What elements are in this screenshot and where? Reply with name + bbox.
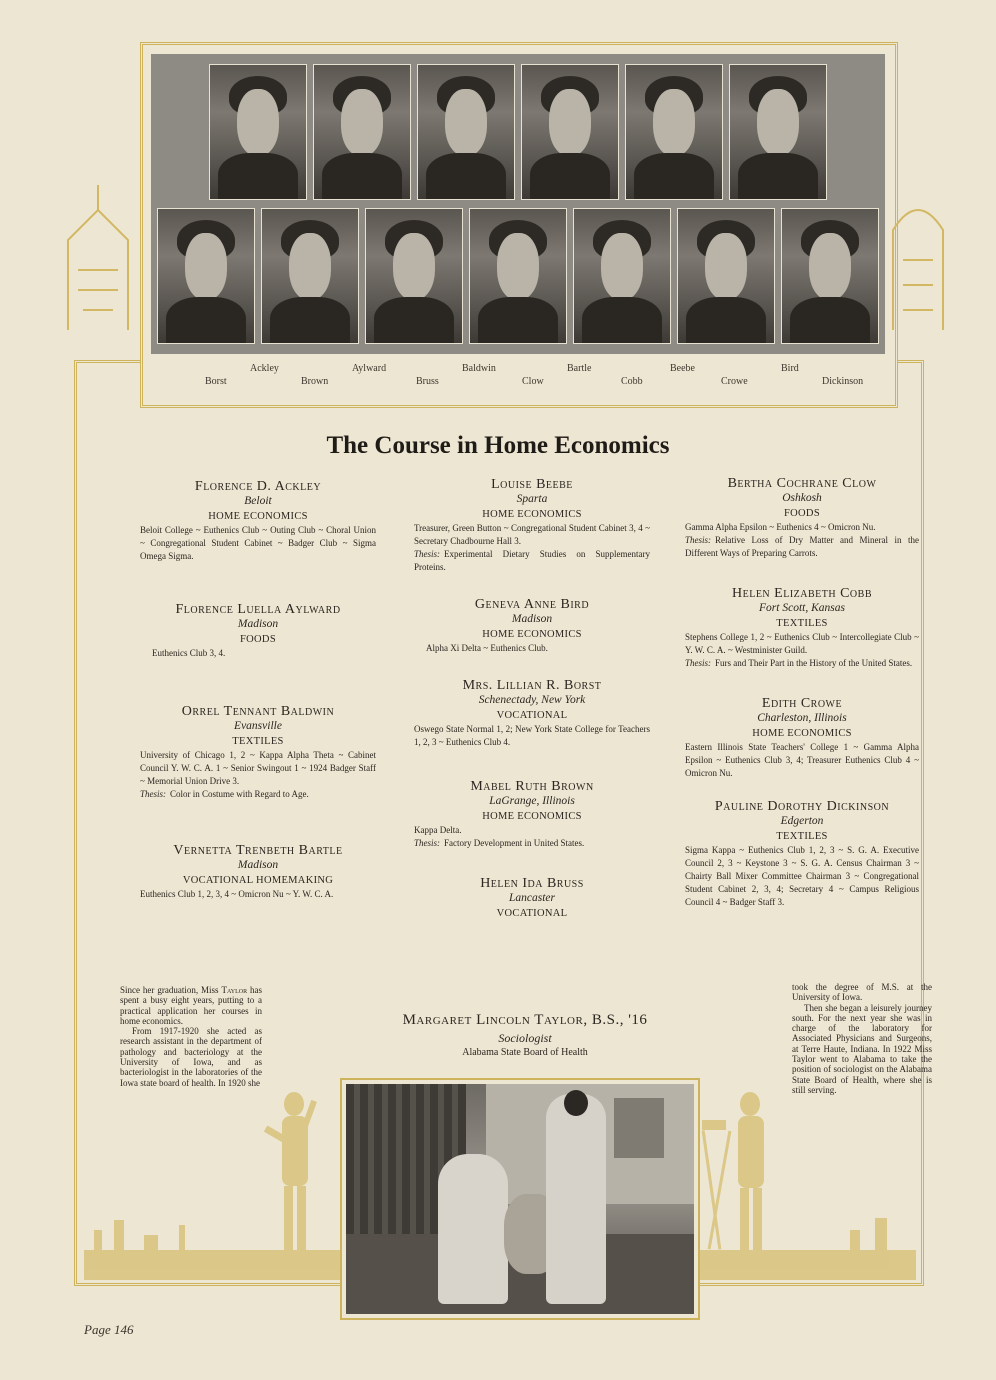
caption-crowe: Crowe [721, 376, 748, 387]
bio-text: Since her graduation, Miss [120, 985, 219, 995]
activities: Oswego State Normal 1, 2; New York State College for Teachers 1, 2, 3 ~ Euthenics Club 4. [414, 724, 650, 747]
bio-text: took the degree of M.S. at the University of Iowa. [792, 982, 932, 1003]
caption-aylward: Aylward [352, 363, 387, 374]
department: HOME ECONOMICS [482, 811, 582, 822]
activities: Stephens College 1, 2 ~ Euthenics Club ~ Intercollegiate Club ~ Y. W. C. A. ~ Westminister Guild. [685, 632, 919, 655]
thesis-text: Factory Development in United States. [444, 838, 585, 848]
caption-borst: Borst [205, 376, 227, 387]
caption-bruss: Bruss [416, 376, 439, 387]
activities: Beloit College ~ Euthenics Club ~ Outing Club ~ Choral Union ~ Congregational Student Cabinet ~ Badger Club ~ Sigma Omega Sigma. [140, 525, 376, 561]
thesis-label: Thesis: [414, 838, 441, 848]
student-name: Edith Crowe [761, 696, 843, 711]
thesis-text: Color in Costume with Regard to Age. [170, 789, 309, 799]
photograph-scene [346, 1084, 694, 1314]
bio-name: Taylor [221, 985, 248, 995]
field-photograph [340, 1078, 700, 1320]
alumna-organization: Alabama State Board of Health [462, 1047, 588, 1058]
hometown: Schenectady, New York [478, 694, 586, 706]
page-title: The Course in Home Economics [326, 432, 670, 459]
taylor-bio-left [120, 985, 262, 1088]
portrait-cobb [573, 208, 671, 344]
student-name: Louise Beebe [491, 477, 573, 492]
student-name: Mrs. Lillian R. Borst [462, 678, 602, 693]
department: TEXTILES [776, 831, 828, 842]
hometown: Charleston, Illinois [757, 712, 847, 724]
bio-text: has spent a busy eight years, putting to a practical application her courses in home economics. [120, 985, 263, 1026]
taylor-heading [370, 1012, 680, 1058]
caption-clow: Clow [522, 376, 544, 387]
bio-text: Then she began a leisurely journey south. For the next year she was in charge of the laboratory for Associated Physicians and Surgeons, at Terre Haute, Indiana. In 1922 Miss Taylor went to Alabama to take the position of sociologist on the Alabama State Board of Health, where she is still serving. [792, 1002, 932, 1095]
entry-dickinson [685, 800, 919, 909]
entry-borst [414, 679, 650, 749]
department: VOCATIONAL [496, 710, 568, 721]
hometown: LaGrange, Illinois [489, 795, 575, 807]
left-corner-illustration [58, 180, 148, 330]
department: FOODS [240, 634, 276, 645]
thesis-label: Thesis: [685, 535, 712, 545]
entry-brown [414, 780, 650, 850]
portrait-baldwin [417, 64, 515, 200]
department: TEXTILES [232, 736, 284, 747]
portrait-panel [151, 54, 885, 354]
entry-bartle [140, 844, 376, 901]
student-name: Florence D. Ackley [194, 479, 322, 494]
portrait-clow [469, 208, 567, 344]
entry-cobb [685, 587, 919, 670]
department: HOME ECONOMICS [482, 509, 582, 520]
activities: Kappa Delta. [414, 825, 462, 835]
hometown: Edgerton [780, 815, 824, 827]
hometown: Oshkosh [782, 492, 822, 504]
right-bottom-illustration [700, 1090, 916, 1280]
student-name: Vernetta Trenbeth Bartle [173, 843, 343, 858]
entry-bruss [414, 877, 650, 921]
portrait-beebe [625, 64, 723, 200]
hometown: Beloit [244, 495, 272, 507]
activities: Alpha Xi Delta ~ Euthenics Club. [426, 643, 548, 653]
hometown: Fort Scott, Kansas [759, 602, 845, 614]
caption-cobb: Cobb [621, 376, 643, 387]
portrait-ackley [209, 64, 307, 200]
entry-crowe [685, 697, 919, 780]
caption-beebe: Beebe [670, 363, 695, 374]
activities: Eastern Illinois State Teachers' College 1 ~ Gamma Alpha Epsilon ~ Euthenics Club 3, 4; Treasurer Euthenics Club 4 ~ Omicron Nu. [685, 742, 919, 778]
student-name: Pauline Dorothy Dickinson [714, 799, 890, 814]
thesis [414, 548, 650, 574]
activities: Euthenics Club 1, 2, 3, 4 ~ Omicron Nu ~ Y. W. C. A. [140, 889, 334, 899]
department: TEXTILES [776, 618, 828, 629]
hometown: Sparta [516, 493, 548, 505]
entry-ackley [140, 480, 376, 563]
hometown: Lancaster [509, 892, 555, 904]
entry-clow [685, 477, 919, 560]
student-name: Helen Ida Bruss [480, 876, 584, 891]
portrait-dickinson [781, 208, 879, 344]
caption-bird: Bird [781, 363, 799, 374]
caption-bartle: Bartle [567, 363, 592, 374]
caption-ackley: Ackley [250, 363, 279, 374]
portrait-borst [157, 208, 255, 344]
entry-baldwin [140, 705, 376, 801]
thesis-label: Thesis: [140, 789, 167, 799]
portrait-bartle [521, 64, 619, 200]
activities: Gamma Alpha Epsilon ~ Euthenics 4 ~ Omicron Nu. [685, 522, 876, 532]
page-number: Page 146 [84, 1322, 134, 1337]
left-bottom-illustration [84, 1090, 340, 1280]
thesis-label: Thesis: [685, 658, 712, 668]
caption-dickinson: Dickinson [822, 376, 864, 387]
department: HOME ECONOMICS [482, 629, 582, 640]
thesis [685, 657, 919, 670]
thesis-text: Experimental Dietary Studies on Supplementary Proteins. [414, 549, 650, 572]
activities: Sigma Kappa ~ Euthenics Club 1, 2, 3 ~ S. G. A. Executive Council 2, 3 ~ Keystone 3 ~ S. G. A. Census Chairman 3 ~ Chairty Ball Mixer Committee Chairman 3 ~ Congregational Student Cabinet 2, 3, 4; Secretary 4 ~ Campus Religious Council 4 ~ Badger Staff 3. [685, 845, 919, 907]
caption-baldwin: Baldwin [462, 363, 496, 374]
thesis [685, 534, 919, 560]
alumna-role: Sociologist [498, 1031, 552, 1045]
hometown: Evansville [234, 720, 282, 732]
thesis-text: Relative Loss of Dry Matter and Mineral in the Different Ways of Preparing Carrots. [685, 535, 919, 558]
activities: Treasurer, Green Button ~ Congregational Student Cabinet 3, 4 ~ Secretary Chadbourne Hall 3. [414, 523, 650, 546]
department: VOCATIONAL [496, 908, 568, 919]
student-name: Mabel Ruth Brown [470, 779, 594, 794]
department: FOODS [784, 508, 820, 519]
caption-brown: Brown [301, 376, 329, 387]
entry-beebe [414, 478, 650, 574]
hometown: Madison [237, 618, 279, 630]
portrait-aylward [313, 64, 411, 200]
thesis [414, 837, 650, 850]
activities: Euthenics Club 3, 4. [152, 648, 226, 658]
student-name: Helen Elizabeth Cobb [732, 586, 872, 601]
department: HOME ECONOMICS [752, 728, 852, 739]
portrait-bird [729, 64, 827, 200]
entry-aylward [140, 603, 376, 660]
entry-bird [414, 598, 650, 655]
thesis-text: Furs and Their Part in the History of the United States. [715, 658, 913, 668]
student-name: Florence Luella Aylward [175, 602, 341, 617]
hometown: Madison [511, 613, 553, 625]
bio-text: From 1917-1920 she acted as research assistant in the department of pathology and bacteriology at the University of Iowa, and as bacteriologist in the laboratories of the Iowa state board of health. In 1920 she [120, 1026, 262, 1088]
portrait-brown [261, 208, 359, 344]
portrait-bruss [365, 208, 463, 344]
right-corner-illustration [888, 180, 948, 330]
hometown: Madison [237, 859, 279, 871]
activities: University of Chicago 1, 2 ~ Kappa Alpha Theta ~ Cabinet Council Y. W. C. A. 1 ~ Senior Swingout 1 ~ 1924 Badger Staff ~ Memorial Union Drive 3. [140, 750, 376, 786]
alumna-name: Margaret Lincoln Taylor, B.S., '16 [402, 1012, 648, 1028]
student-name: Bertha Cochrane Clow [727, 476, 877, 491]
thesis [140, 788, 376, 801]
department: VOCATIONAL HOMEMAKING [182, 875, 334, 886]
taylor-bio-right [792, 982, 932, 1095]
department: HOME ECONOMICS [208, 511, 308, 522]
student-name: Geneva Anne Bird [474, 597, 590, 612]
thesis-label: Thesis: [414, 549, 441, 559]
student-name: Orrel Tennant Baldwin [181, 704, 335, 719]
portrait-crowe [677, 208, 775, 344]
